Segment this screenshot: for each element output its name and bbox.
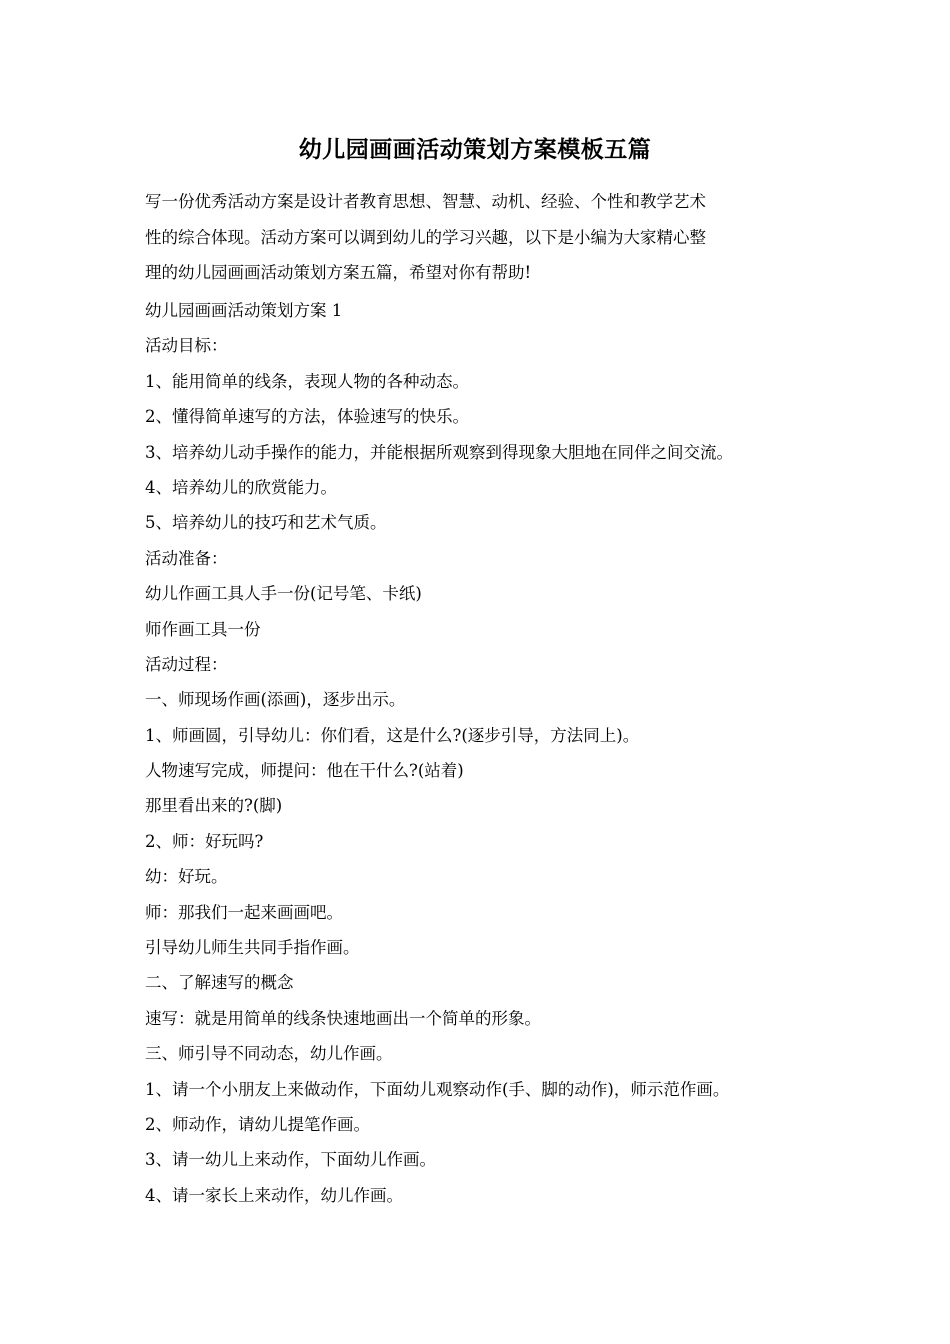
text-line: 二、了解速写的概念: [145, 973, 294, 993]
text-line: 3、请一幼儿上来动作，下面幼儿作画。: [145, 1150, 436, 1170]
text-line: 幼：好玩。: [145, 867, 228, 887]
text-line: 一、师现场作画(添画)，逐步出示。: [145, 690, 406, 710]
text-line: 三、师引导不同动态，幼儿作画。: [145, 1044, 393, 1064]
intro-line: 写一份优秀活动方案是设计者教育思想、智慧、动机、经验、个性和教学艺术: [145, 192, 706, 211]
text-line: 师作画工具一份: [145, 619, 261, 639]
text-line: 引导幼儿师生共同手指作画。: [145, 938, 360, 958]
text-line: 1、能用简单的线条，表现人物的各种动态。: [145, 371, 469, 391]
document-title: 幼儿园画画活动策划方案模板五篇: [298, 136, 652, 163]
intro-line: 性的综合体现。活动方案可以调到幼儿的学习兴趣，以下是小编为大家精心整: [145, 227, 706, 247]
text-line: 2、师动作，请幼儿提笔作画。: [145, 1114, 370, 1134]
subheading: 活动目标：: [145, 336, 228, 356]
text-line: 3、培养幼儿动手操作的能力，并能根据所观察到得现象大胆地在同伴之间交流。: [145, 442, 733, 462]
text-line: 人物速写完成，师提问：他在干什么?(站着): [145, 761, 464, 781]
text-line: 幼儿作画工具人手一份(记号笔、卡纸): [145, 584, 422, 604]
text-line: 师：那我们一起来画画吧。: [145, 902, 343, 922]
text-line: 速写：就是用简单的线条快速地画出一个简单的形象。: [145, 1008, 541, 1028]
text-line: 2、懂得简单速写的方法，体验速写的快乐。: [145, 407, 469, 427]
subheading: 活动准备：: [145, 548, 228, 568]
intro-paragraph: [145, 184, 815, 291]
text-line: 4、培养幼儿的欣赏能力。: [145, 477, 337, 497]
subheading: 活动过程：: [145, 654, 228, 674]
text-line: 那里看出来的?(脚): [145, 796, 283, 816]
document-body: [145, 293, 835, 1213]
text-line: 2、师：好玩吗?: [145, 831, 264, 851]
text-line: 1、师画圆，引导幼儿：你们看，这是什么?(逐步引导，方法同上)。: [145, 725, 640, 745]
text-line: 1、请一个小朋友上来做动作，下面幼儿观察动作(手、脚的动作)，师示范作画。: [145, 1079, 730, 1099]
intro-line: 理的幼儿园画画活动策划方案五篇，希望对你有帮助!: [145, 263, 532, 282]
section-heading: 幼儿园画画活动策划方案 1: [145, 301, 343, 320]
text-line: 5、培养幼儿的技巧和艺术气质。: [145, 513, 387, 533]
text-line: 4、请一家长上来动作，幼儿作画。: [145, 1185, 403, 1205]
